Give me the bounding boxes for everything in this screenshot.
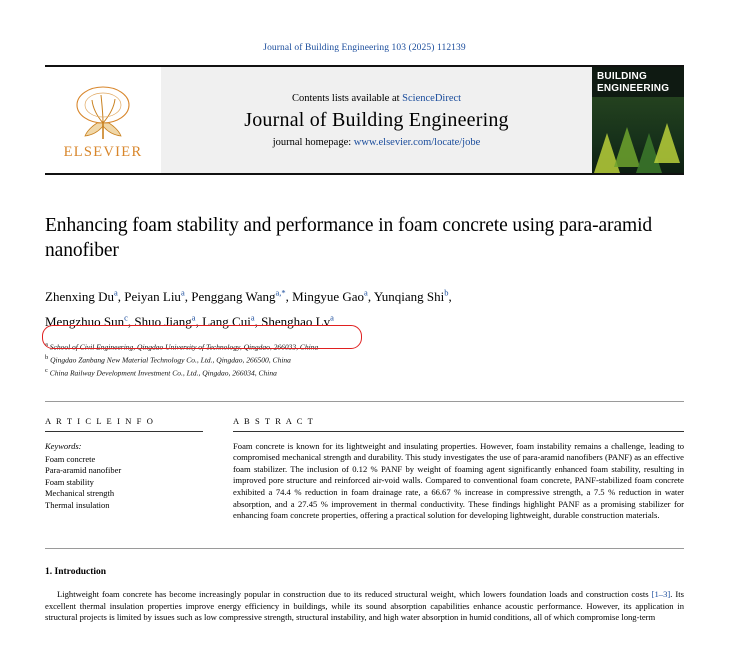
article-info-column — [45, 416, 217, 522]
elsevier-wordmark: ELSEVIER — [63, 144, 143, 160]
author-name: Mengzhuo Sun — [45, 313, 125, 329]
author-affiliation-marker: a,* — [275, 288, 286, 298]
homepage-line — [273, 137, 481, 148]
author-affiliation-marker: b — [444, 288, 449, 298]
keyword-item: Foam stability — [45, 476, 94, 487]
sciencedirect-link[interactable]: ScienceDirect — [402, 92, 462, 104]
elsevier-tree-icon — [67, 83, 139, 143]
body-paragraph — [45, 589, 684, 624]
abstract-column — [217, 416, 684, 522]
cover-artwork — [592, 97, 684, 173]
journal-masthead — [45, 65, 684, 175]
journal-cover-thumbnail — [592, 67, 684, 173]
journal-title: Journal of Building Engineering — [244, 108, 509, 131]
author-affiliation-marker: c — [124, 312, 128, 323]
author-affiliation-marker: a — [180, 288, 185, 298]
author-item — [261, 314, 334, 329]
heading-underline — [233, 431, 684, 432]
keyword-item: Foam concrete — [45, 453, 96, 464]
page-title: Enhancing foam stability and performance in foam concrete using para-aramid nanofiber — [45, 215, 653, 261]
affiliation-item — [45, 340, 684, 353]
author-affiliation-marker: a — [364, 288, 368, 298]
author-item: Mingyue Gao$^a$, — [292, 288, 374, 305]
citation-link[interactable]: [1–3] — [651, 588, 671, 599]
heading-underline — [45, 431, 203, 432]
contents-line — [292, 93, 461, 104]
info-abstract-row — [45, 416, 684, 522]
cover-title-line2: ENGINEERING — [597, 83, 670, 94]
paragraph-part-2: . Its excellent thermal insulation properties improve energy efficiency in buildings, while its sound absorption capabilities enhance acoustic performance. However, its application in structural projects is limited by issues such as low compressive strength, structural instability, and high water absorption in humid conditions, all of which compromise long-term — [45, 588, 684, 623]
article-info-heading: A R T I C L E I N F O — [45, 415, 155, 426]
keyword-item: Thermal insulation — [45, 499, 110, 510]
abstract-text: Foam concrete is known for its lightweight and insulating properties. However, foam instability remains a challenge, leading to compromised mechanical strength and durability. This study investigates the use of para-aramid nanofibers (PANF) as an effective foam stabilizer. The inclusion of 0.12 % PANF by weight of foaming agent significantly enhanced foam stability, resulting in improved pore structure and reinforced air-void walls. Compared to conventional foam concrete, PANF-stabilized foam concrete exhibited a 74.4 % reduction in foam drainage rate, a 66.67 % increase in compressive strength, a 7.5 % reduction in water absorption, and a 27.45 % improvement in thermal conductivity. These findings highlight PANF as a promising stabilizer for enhancing foam concrete properties, offering a practical solution for developing lightweight, durable construction materials. — [233, 440, 684, 521]
author-name: Mingyue Gao — [292, 289, 365, 305]
author-name: Lang Cui — [202, 313, 251, 329]
author-item: Peiyan Liu$^a$, — [124, 288, 192, 305]
publisher-logo — [45, 67, 161, 173]
section-title-text: Introduction — [54, 566, 107, 577]
cover-shape — [654, 123, 680, 163]
author-name: Zhenxing Du — [45, 289, 114, 305]
author-affiliation-marker: a — [250, 312, 255, 323]
journal-homepage-link[interactable]: www.elsevier.com/locate/jobe — [353, 136, 481, 148]
affiliation-list — [45, 340, 684, 379]
section-heading — [45, 567, 684, 577]
author-item: Yunqiang Shi$^b$, — [373, 288, 452, 305]
author-item: Lang Cui$^a$, — [202, 312, 262, 329]
divider — [45, 401, 684, 402]
affiliation-marker: a — [45, 340, 48, 348]
author-name: Peiyan Liu — [124, 289, 181, 305]
section-number: 1. — [45, 566, 53, 577]
author-affiliation-marker: a — [330, 312, 334, 323]
cover-title-line1: BUILDING — [597, 71, 647, 82]
contents-prefix: Contents lists available at — [291, 92, 403, 104]
author-item: Zhenxing Du$^a$, — [45, 288, 125, 305]
affiliation-item — [45, 366, 684, 379]
cover-title — [592, 67, 684, 97]
abstract-heading: A B S T R A C T — [233, 415, 315, 426]
author-affiliation-marker: a — [191, 312, 196, 323]
homepage-prefix: journal homepage: — [272, 136, 354, 148]
author-name: Shenghao Lv — [261, 313, 331, 329]
author-name: Yunqiang Shi — [373, 289, 445, 305]
affiliation-item — [45, 353, 684, 366]
affiliation-text: Qingdao Zanbang New Material Technology Co., Ltd., Qingdao, 266500, China — [50, 355, 291, 365]
author-list — [45, 283, 684, 332]
divider — [45, 548, 684, 549]
author-item: Penggang Wang$^{a,*}$, — [191, 288, 293, 305]
author-item: Shuo Jiang$^a$, — [134, 312, 203, 329]
paragraph-part-1: Lightweight foam concrete has become increasingly popular in construction due to its reduced structural weight, which lowers foundation loads and construction costs — [57, 588, 652, 599]
article-content — [45, 213, 684, 624]
author-name: Shuo Jiang — [134, 313, 192, 329]
body-columns — [45, 589, 684, 624]
keyword-item: Mechanical strength — [45, 488, 115, 499]
author-affiliation-marker: a — [113, 288, 118, 298]
body-column-left — [45, 589, 684, 624]
affiliation-marker: b — [45, 353, 49, 361]
keywords-label: Keywords: — [45, 440, 82, 451]
masthead-center — [161, 67, 592, 173]
author-name: Penggang Wang — [191, 289, 276, 305]
keyword-item: Para-aramid nanofiber — [45, 465, 122, 476]
affiliation-text: School of Civil Engineering, Qingdao University of Technology, Qingdao, 266033, China — [49, 342, 319, 352]
author-item: Mengzhuo Sun$^c$, — [45, 312, 135, 329]
affiliation-marker: c — [45, 366, 48, 374]
affiliation-text: China Railway Development Investment Co., Ltd., Qingdao, 266034, China — [49, 368, 277, 378]
running-head: Journal of Building Engineering 103 (2025) 112139 — [263, 43, 466, 53]
